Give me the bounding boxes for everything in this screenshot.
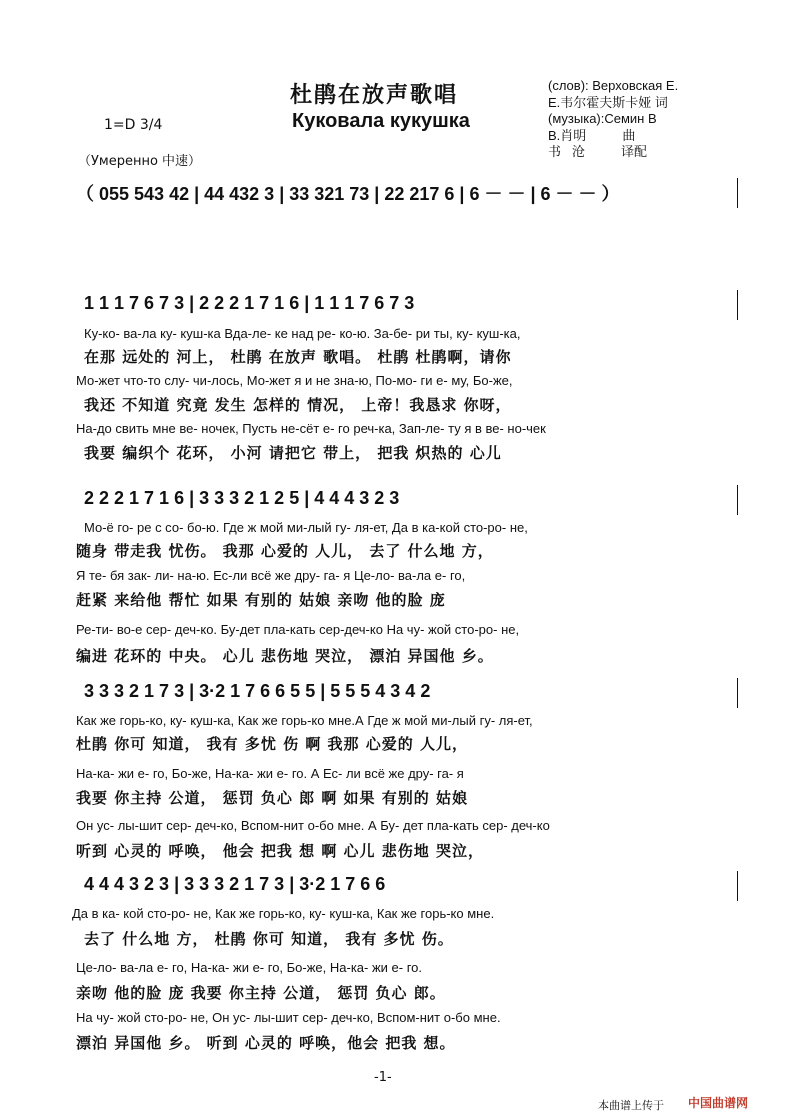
title-russian: Куковала кукушка xyxy=(292,110,470,132)
credit-line: (музыка):Семин В xyxy=(548,111,657,126)
intro-end-barline xyxy=(737,178,738,208)
lyric-cn-verse-2: 赶紧 来给他 帮忙 如果 有别的 姑娘 亲吻 他的脸 庞 xyxy=(76,591,446,609)
lyric-ru-verse-2: Це-ло- ва-ла е- го, На-ка- жи е- го, Бо-же, На-ка- жи е- го. xyxy=(76,960,423,975)
lyric-ru-verse-3: Ре-ти- во-е сер- деч-ко. Бу-дет пла-кать сер-деч-ко На чу- жой сто-ро- не, xyxy=(76,622,520,637)
lyric-cn-verse-2: 我还 不知道 究竟 发生 怎样的 情况， 上帝！我恳求 你呀， xyxy=(84,396,512,414)
system-end-barline xyxy=(737,485,738,515)
system-end-barline xyxy=(737,871,738,901)
lyric-ru-verse-1: Мо-ё го- ре с со- бо-ю. Где ж мой ми-лый гу- ля-ет, Да в ка-кой сто-ро- не, xyxy=(84,520,528,535)
lyric-ru-verse-1: Ку-ко- ва-ла ку- куш-ка Вда-ле- ке над ре- ко-ю. За-бе- ри ты, ку- куш-ка, xyxy=(84,326,521,341)
lyric-cn-verse-3: 编进 花环的 中央。 心儿 悲伤地 哭泣， 漂泊 异国他 乡。 xyxy=(76,647,494,665)
system-notes: 4 4 4 3 2 3 | 3 3 3 2 1 7 3 | 3·2 1 7 6 6 xyxy=(84,874,386,894)
lyric-cn-verse-2: 我要 你主持 公道， 惩罚 负心 郎 啊 如果 有别的 姑娘 xyxy=(76,789,469,807)
lyric-ru-verse-3: Он ус- лы-шит сер- деч-ко, Вспом-нит о-бо мне. А Бу- дет пла-кать сер- деч-ко xyxy=(76,818,550,833)
system-end-barline xyxy=(737,678,738,708)
lyric-cn-verse-2: 亲吻 他的脸 庞 我要 你主持 公道， 惩罚 负心 郎。 xyxy=(76,984,446,1002)
lyric-cn-verse-1: 去了 什么地 方， 杜鹃 你可 知道， 我有 多忧 伤。 xyxy=(84,930,454,948)
intro-notes: （ 055 543 42 | 44 432 3 | 33 321 73 | 22 217 6 | 6 － － | 6 － － ） xyxy=(76,184,620,204)
lyric-cn-verse-3: 我要 编织个 花环， 小河 请把它 带上， 把我 炽热的 心儿 xyxy=(84,444,502,462)
lyric-cn-verse-3: 听到 心灵的 呼唤， 他会 把我 想 啊 心儿 悲伤地 哭泣， xyxy=(76,842,485,860)
lyric-cn-verse-1: 随身 带走我 忧伤。 我那 心爱的 人儿， 去了 什么地 方， xyxy=(76,542,494,560)
lyric-ru-verse-2: Мо-жет что-то слу- чи-лось, Мо-жет я и не зна-ю, По-мо- ги е- му, Бо-же, xyxy=(76,373,513,388)
system-notes: 2 2 2 1 7 1 6 | 3 3 3 2 1 2 5 | 4 4 4 3 2 3 xyxy=(84,488,400,508)
credit-line: 书 沧 译配 xyxy=(548,144,647,159)
site-logo[interactable]: 中国曲谱网 xyxy=(688,1096,749,1110)
credits-block xyxy=(548,78,678,161)
lyric-cn-verse-1: 杜鹃 你可 知道， 我有 多忧 伤 啊 我那 心爱的 人儿， xyxy=(76,735,469,753)
lyric-ru-verse-1: Да в ка- кой сто-ро- не, Как же горь-ко, ку- куш-ка, Как же горь-ко мне. xyxy=(72,906,495,921)
system-end-barline xyxy=(737,290,738,320)
lyric-ru-verse-3: На-до свить мне ве- ночек, Пусть не-сёт е- го реч-ка, Зап-ле- ту я в ве- но-чек xyxy=(76,421,546,436)
lyric-ru-verse-1: Как же горь-ко, ку- куш-ка, Как же горь-ко мне.А Где ж мой ми-лый гу- ля-ет, xyxy=(76,713,533,728)
lyric-cn-verse-1: 在那 远处的 河上， 杜鹃 在放声 歌唱。 杜鹃 杜鹃啊，请你 xyxy=(84,348,512,366)
page-number: -1- xyxy=(374,1070,392,1085)
credit-line: (слов): Верховская Е. xyxy=(548,78,679,93)
credit-line: E.韦尔霍夫斯卡娅 词 xyxy=(548,94,668,110)
title-chinese: 杜鹃在放声歌唱 xyxy=(290,82,459,108)
credit-line: B.肖明 曲 xyxy=(548,127,636,143)
lyric-ru-verse-3: На чу- жой сто-ро- не, Он ус- лы-шит сер- деч-ко, Вспом-нит о-бо мне. xyxy=(76,1010,501,1025)
system-notes: 1 1 1 7 6 7 3 | 2 2 2 1 7 1 6 | 1 1 1 7 6 7 3 xyxy=(84,293,415,313)
lyric-ru-verse-2: На-ка- жи е- го, Бо-же, На-ка- жи е- го. А Ес- ли всё же дру- га- я xyxy=(76,766,464,781)
system-notes: 3 3 3 2 1 7 3 | 3·2 1 7 6 6 5 5 | 5 5 5 4 3 4 2 xyxy=(84,681,431,701)
tempo-marking: （Умеренно 中速） xyxy=(78,154,202,169)
upload-notice: 本曲谱上传于 xyxy=(598,1099,664,1112)
lyric-cn-verse-3: 漂泊 异国他 乡。 听到 心灵的 呼唤，他会 把我 想。 xyxy=(76,1034,456,1052)
key-signature: 1=D 3/4 xyxy=(104,117,163,133)
lyric-ru-verse-2: Я те- бя зак- ли- на-ю. Ес-ли всё же дру- га- я Це-ло- ва-ла е- го, xyxy=(76,568,466,583)
